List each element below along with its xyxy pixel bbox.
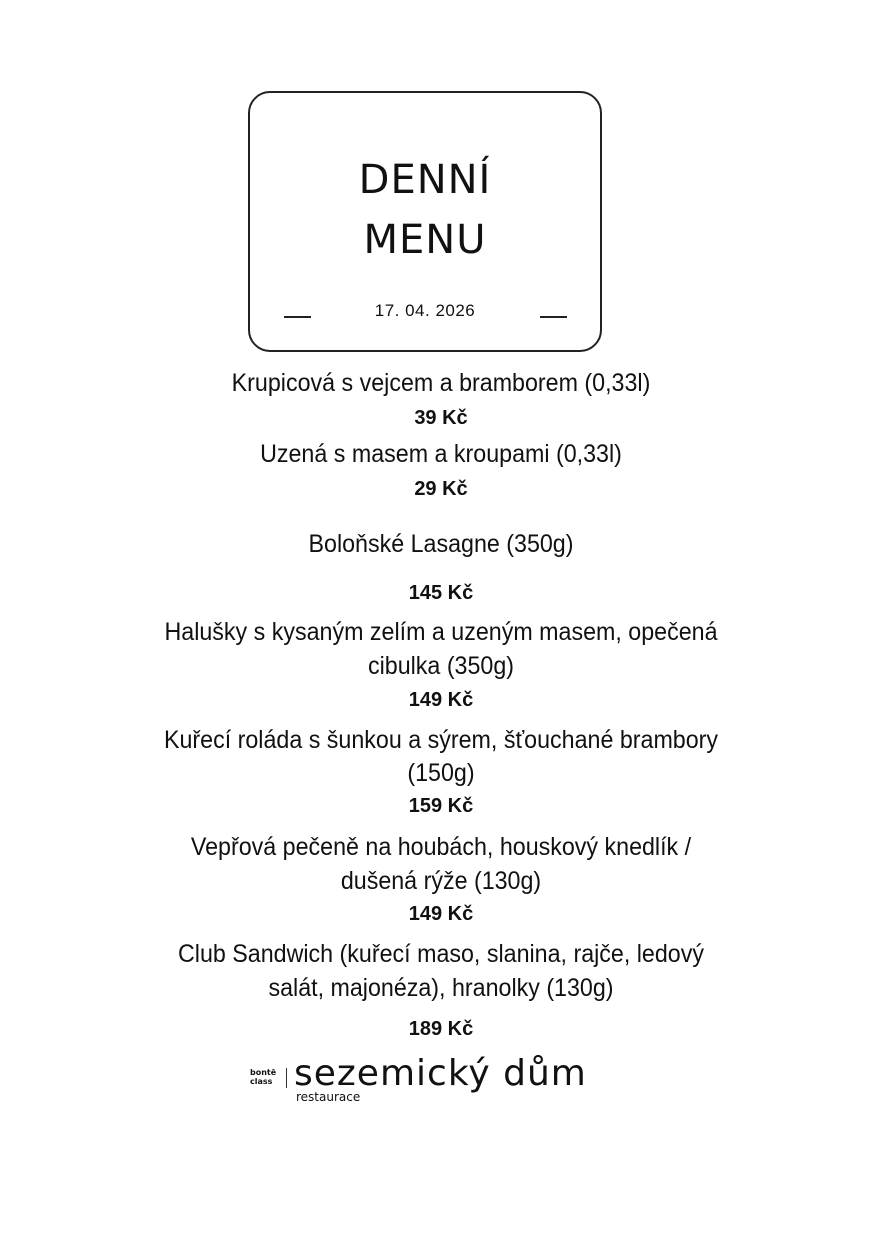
menu-item-5-name-line2: dušená rýže (130g)	[340, 867, 542, 895]
right-dash-divider	[540, 316, 567, 318]
menu-item-4-name-line2: (150g)	[407, 759, 475, 787]
menu-item-4-price: 159 Kč	[408, 795, 474, 817]
menu-item-6-price: 189 Kč	[408, 1018, 474, 1040]
menu-item-1-price: 29 Kč	[414, 478, 468, 500]
logo-subtitle: restaurace	[296, 1090, 361, 1104]
menu-item-3-name-line2: cibulka (350g)	[367, 652, 515, 680]
logo-brand-line2: class	[250, 1077, 273, 1086]
menu-item-6-name-line2: salát, majonéza), hranolky (130g)	[268, 974, 614, 1002]
menu-item-6-name-line1: Club Sandwich (kuřecí maso, slanina, rajče, ledový	[178, 940, 704, 968]
title-denni: DENNÍ	[358, 157, 492, 203]
menu-item-0-price: 39 Kč	[414, 407, 468, 429]
menu-date: 17. 04. 2026	[374, 301, 476, 320]
menu-item-2-price: 145 Kč	[408, 582, 474, 604]
menu-item-2-name: Boloňské Lasagne (350g)	[308, 530, 574, 558]
logo-separator	[286, 1068, 287, 1088]
menu-header-box	[248, 91, 602, 352]
menu-item-3-name-line1: Halušky s kysaným zelím a uzeným masem, opečená	[164, 618, 718, 646]
logo-brand-small	[250, 1068, 276, 1086]
menu-item-0-name: Krupicová s vejcem a bramborem (0,33l)	[231, 369, 651, 397]
menu-item-5-name-line1: Vepřová pečeně na houbách, houskový knedlík /	[190, 833, 692, 861]
menu-item-3-price: 149 Kč	[408, 689, 474, 711]
logo-brand-line1: bontē	[250, 1068, 277, 1077]
menu-item-4-name-line1: Kuřecí roláda s šunkou a sýrem, šťouchané brambory	[163, 726, 719, 754]
restaurant-logo	[250, 1053, 610, 1110]
logo-name: sezemický dům	[294, 1053, 587, 1094]
title-menu: MENU	[363, 217, 487, 263]
menu-item-5-price: 149 Kč	[408, 903, 474, 925]
menu-item-1-name: Uzená s masem a kroupami (0,33l)	[260, 440, 622, 468]
